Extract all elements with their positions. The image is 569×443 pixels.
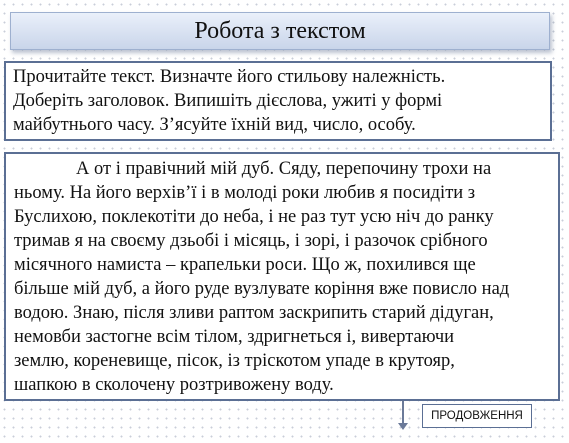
arrow-down-icon [398,423,408,430]
reading-text-box [4,152,560,401]
text-line: немовби застогне всім тілом, здригнеться і, вивертаючи [14,327,455,347]
text-line: землю, кореневище, пісок, із тріскотом упаде в крутояр, [14,351,455,371]
task-line: Прочитайте текст. Визначте його стильову належність. [13,67,446,87]
slide-title: Робота з текстом [194,17,366,44]
text-line: А от і правічний мій дуб. Сяду, перепочину трохи на [76,159,492,179]
task-line: майбутнього часу. З’ясуйте їхній вид, число, особу. [13,115,416,135]
task-line: Доберіть заголовок. Випишіть дієслова, ужиті у формі [13,91,443,111]
text-line: ньому. На його верхів’ї і в молоді роки любив я посидіти з [14,183,476,203]
text-line: тримав я на своєму дзьобі і місяць, і зорі, і разочок срібного [14,231,488,251]
text-line: шапкою в сколочену розтривожену воду. [14,375,334,395]
text-line: більше мій дуб, а його руде вузлувате коріння вже повисло над [14,279,510,299]
slide-title-bar [10,12,550,50]
continue-button[interactable]: ПРОДОВЖЕННЯ [422,404,532,428]
connector-line [402,401,404,425]
text-line: місячного намиста – крапельки роси. Що ж, похилився ще [14,255,476,275]
text-line: Буслихою, поклекотіти до неба, і не раз тут усю ніч до ранку [14,207,494,227]
text-line: водою. Знаю, після зливи раптом заскрипить старий дідуган, [14,303,494,323]
task-instructions-box [4,61,552,141]
